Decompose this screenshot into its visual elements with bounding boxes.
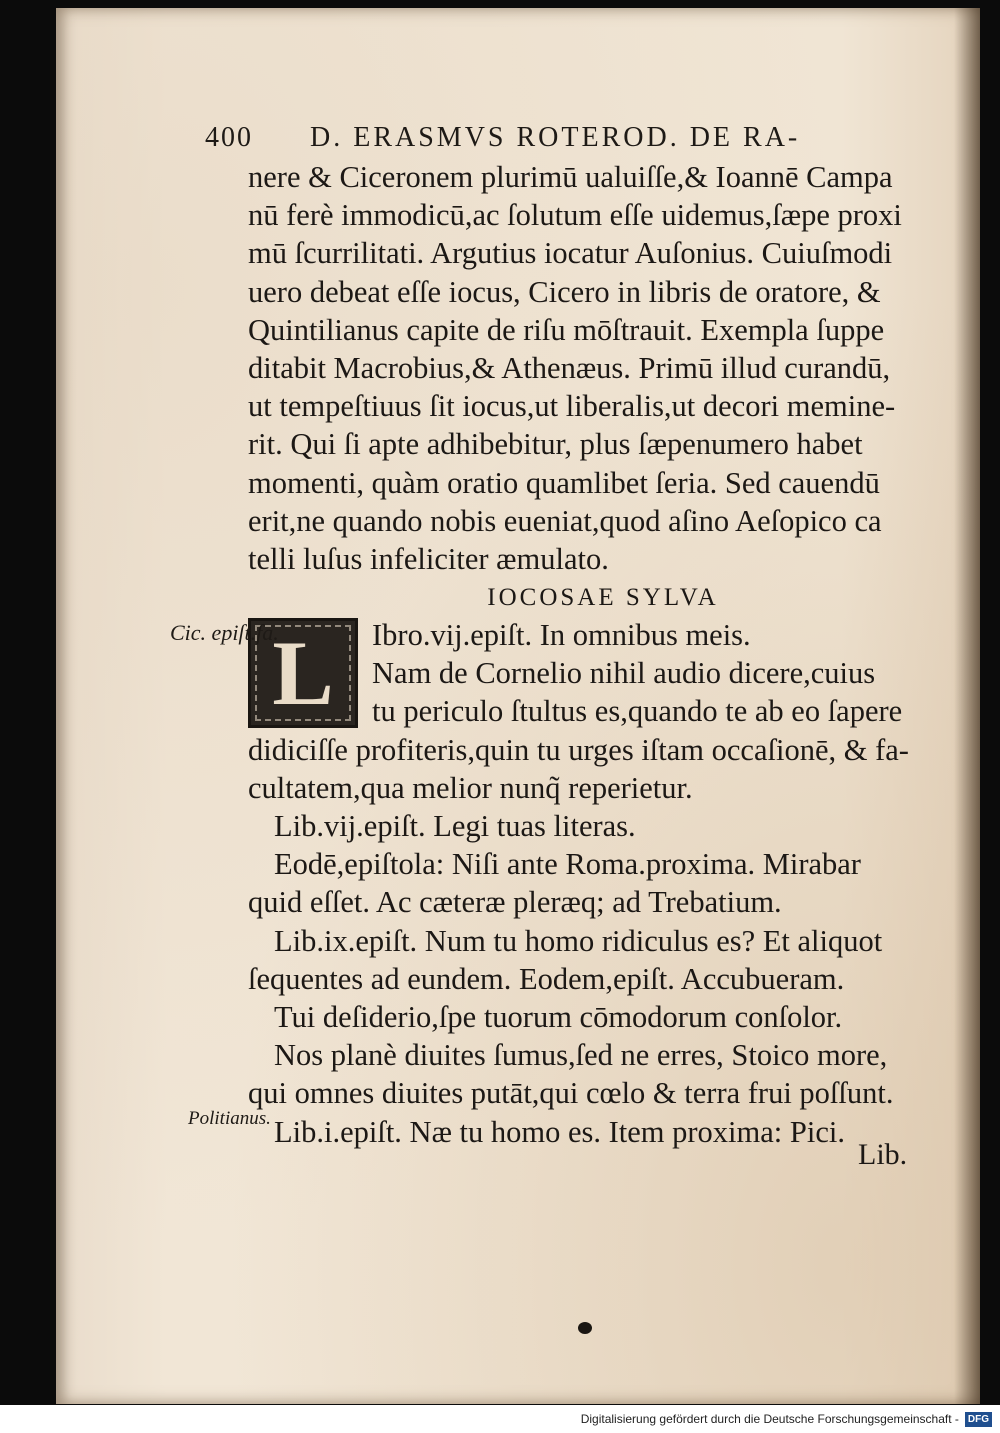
ink-blot [578, 1322, 592, 1334]
citation-line: cultatem,qua melior nunq̃ reperietur. [248, 770, 693, 805]
citation-line: Nos planè diuites ſumus,ſed ne erres, Stoico more, [274, 1038, 888, 1073]
citation-line: quid eſſet. Ac cæteræ pleræq; ad Trebatium. [248, 885, 782, 920]
paragraph-citations [248, 731, 928, 1151]
marginal-note-politianus: Politianus. [188, 1108, 271, 1129]
footer-credit: Digitalisierung gefördert durch die Deutsche Forschungsgemeinschaft - [580, 1412, 959, 1426]
text-line: ut tempeſtiuus ſit iocus,ut liberalis,ut decori memine- [248, 389, 896, 424]
text-line: Quintilianus capite de riſu mōſtrauit. Exempla ſuppe [248, 312, 885, 347]
text-line: nere & Ciceronem plurimū ualuiſſe,& Ioannē Campa [248, 160, 893, 194]
text-line: rit. Qui ſi apte adhibebitur, plus ſæpenumero habet [248, 427, 863, 462]
text-line: uero debeat eſſe iocus, Cicero in libris de oratore, & [248, 274, 881, 309]
citation-line: qui omnes diuites putāt,qui cœlo & terra frui poſſunt. [248, 1076, 894, 1111]
page-number: 400 [205, 122, 253, 153]
digitization-footer [0, 1405, 1000, 1433]
catchword: Lib. [858, 1138, 908, 1171]
text-line: nū ferè immodicū,ac ſolutum eſſe uidemus,ſæpe proxi [248, 198, 902, 233]
dropcap-text-line: Ibro.vij.epiſt. In omnibus meis. [372, 618, 751, 653]
citation-line: Lib.vij.epiſt. Legi tuas literas. [274, 809, 636, 843]
marginal-note-cicero: Cic. epiſt.fa. [170, 620, 279, 645]
dropcap-text-line: tu periculo ſtultus es,quando te ab eo ſapere [372, 694, 903, 729]
text-line: telli luſus infeliciter æmulato. [248, 541, 609, 576]
citation-line: didiciſſe profiteris,quin tu urges iſtam occaſionē, & fa- [248, 732, 909, 767]
citation-line: Lib.ix.epiſt. Num tu homo ridiculus es? Et aliquot [274, 923, 883, 958]
text-line: momenti, quàm oratio quamlibet ſeria. Sed cauendū [248, 465, 880, 500]
initial-letter: L [272, 621, 334, 724]
main-text [248, 158, 928, 1151]
paragraph-intro [248, 158, 928, 578]
citation-line: Eodē,epiſtola: Niſi ante Roma.proxima. Mirabar [274, 847, 861, 882]
citation-line: Tui deſiderio,ſpe tuorum cōmodorum conſolor. [274, 999, 843, 1034]
section-heading: IOCOSAE SYLVA [487, 584, 719, 612]
page-gutter-shadow [954, 8, 980, 1404]
text-line: erit,ne quando nobis eueniat,quod aſino Aeſopico ca [248, 503, 882, 538]
citation-line: Lib.i.epiſt. Næ tu homo es. Item proxima: Pici. [274, 1114, 845, 1149]
text-line: mū ſcurrilitati. Argutius iocatur Auſonius. Cuiuſmodi [248, 236, 893, 271]
text-line: ditabit Macrobius,& Athenæus. Primū illud curandū, [248, 350, 891, 385]
running-head: D. ERASMVS ROTEROD. DE RA- [310, 122, 801, 153]
page-header [205, 118, 925, 158]
dropcap-text-line: Nam de Cornelio nihil audio dicere,cuius [372, 656, 876, 691]
citation-line: ſequentes ad eundem. Eodem,epiſt. Accubueram. [248, 961, 845, 996]
dfg-logo-icon: DFG [965, 1412, 992, 1427]
dropcap-block [248, 616, 928, 731]
